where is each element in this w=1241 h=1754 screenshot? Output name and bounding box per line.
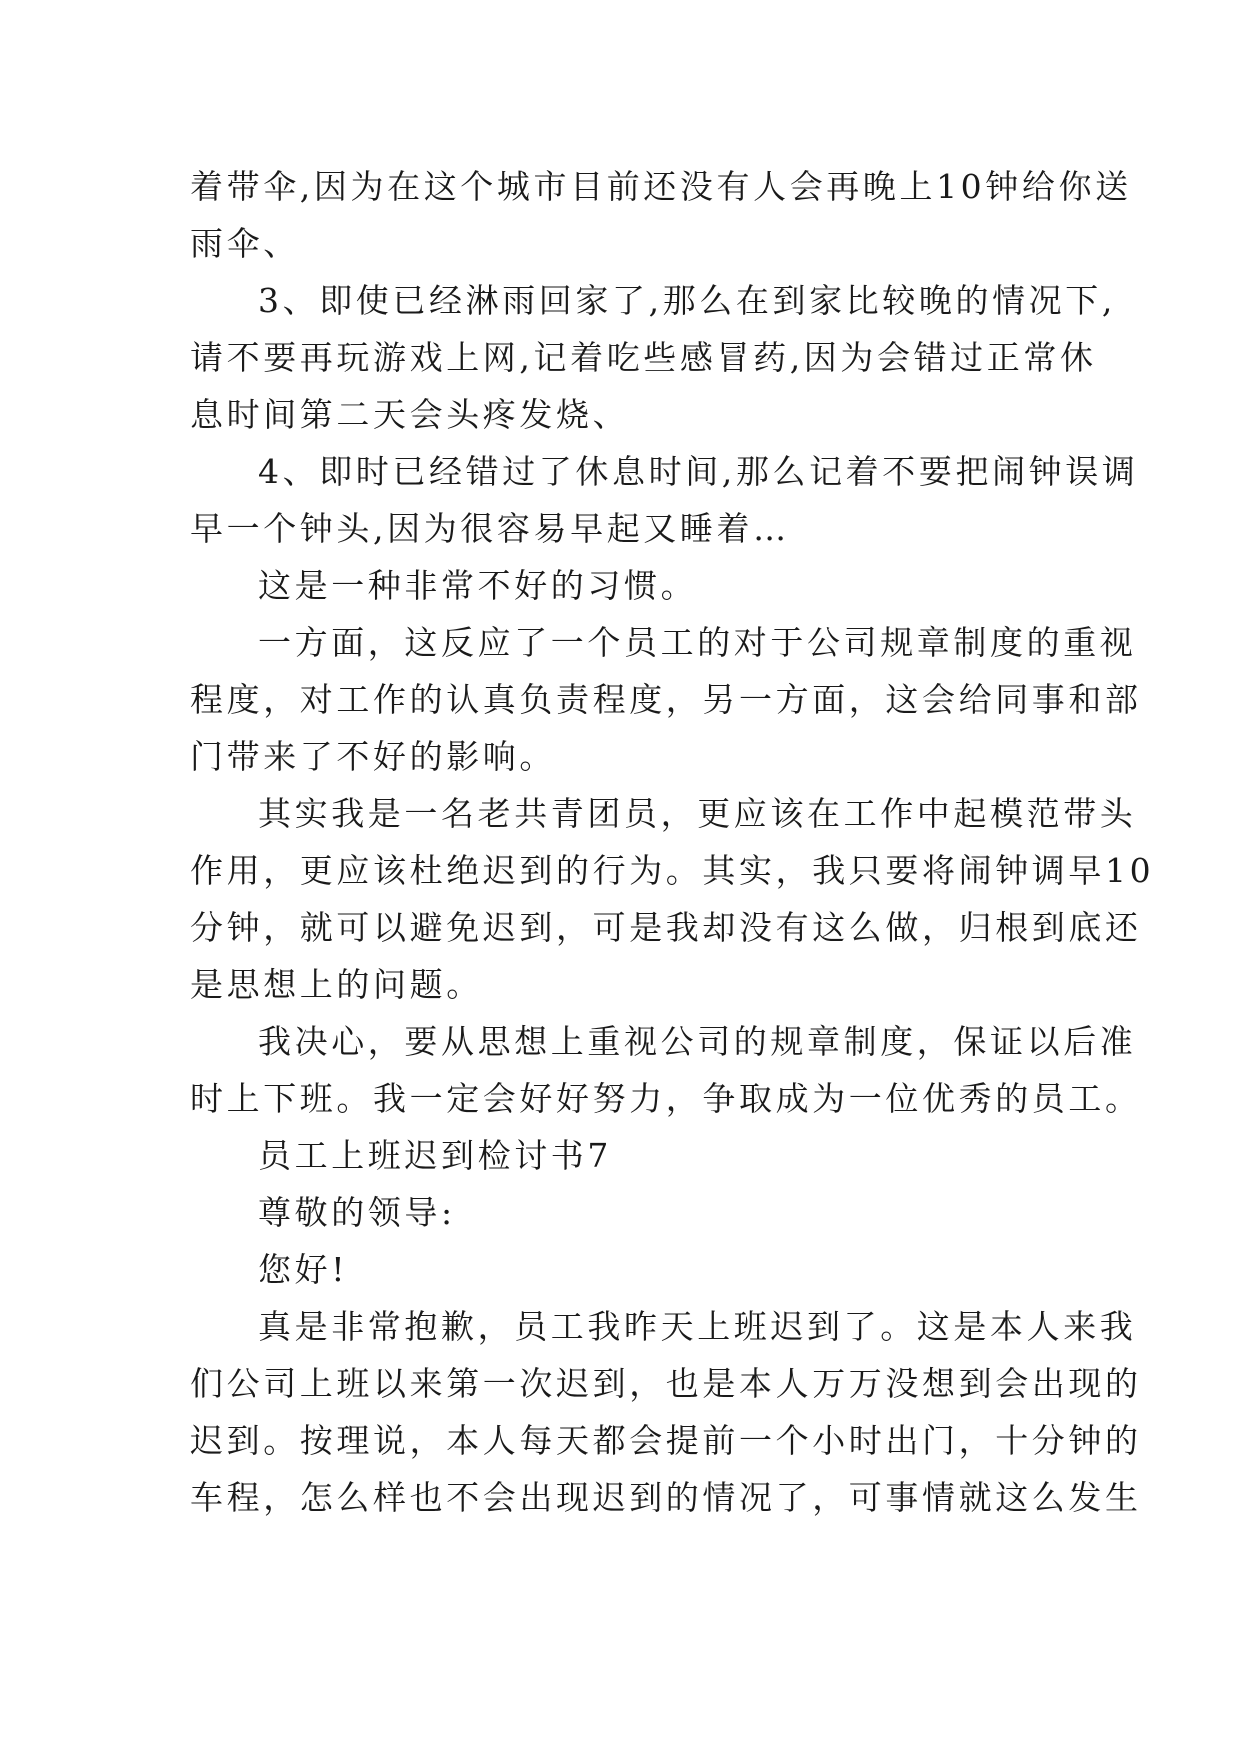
text-line: 这是一种非常不好的习惯。	[258, 566, 698, 605]
text-line: 着带伞,因为在这个城市目前还没有人会再晚上10钟给你送	[190, 167, 1132, 206]
text-line: 其实我是一名老共青团员，更应该在工作中起模范带头	[258, 794, 1137, 833]
text-line: 作用，更应该杜绝迟到的行为。其实，我只要将闹钟调早10	[190, 851, 1155, 890]
text-line: 请不要再玩游戏上网,记着吃些感冒药,因为会错过正常休	[190, 338, 1097, 377]
text-line: 我决心，要从思想上重视公司的规章制度，保证以后准	[258, 1022, 1137, 1061]
text-line: 车程，怎么样也不会出现迟到的情况了，可事情就这么发生	[190, 1478, 1142, 1517]
text-line: 分钟，就可以避免迟到，可是我却没有这么做，归根到底还	[190, 908, 1142, 947]
text-line: 3、即使已经淋雨回家了,那么在到家比较晚的情况下,	[258, 281, 1116, 320]
text-line: 4、即时已经错过了休息时间,那么记着不要把闹钟误调	[258, 452, 1139, 491]
greeting: 您好!	[258, 1250, 349, 1289]
section-heading: 员工上班迟到检讨书7	[258, 1136, 612, 1175]
text-line: 雨伞、	[190, 224, 300, 263]
text-line: 一方面，这反应了一个员工的对于公司规章制度的重视	[258, 623, 1137, 662]
salutation: 尊敬的领导:	[258, 1193, 456, 1232]
text-line: 们公司上班以来第一次迟到，也是本人万万没想到会出现的	[190, 1364, 1142, 1403]
text-line: 迟到。按理说，本人每天都会提前一个小时出门，十分钟的	[190, 1421, 1142, 1460]
text-line: 是思想上的问题。	[190, 965, 483, 1004]
text-line: 早一个钟头,因为很容易早起又睡着…	[190, 509, 790, 548]
text-line: 息时间第二天会头疼发烧、	[190, 395, 630, 434]
document-body	[190, 158, 1155, 1526]
text-line: 时上下班。我一定会好好努力，争取成为一位优秀的员工。	[190, 1079, 1142, 1118]
text-line: 真是非常抱歉，员工我昨天上班迟到了。这是本人来我	[258, 1307, 1137, 1346]
text-line: 程度，对工作的认真负责程度，另一方面，这会给同事和部	[190, 680, 1142, 719]
text-line: 门带来了不好的影响。	[190, 737, 556, 776]
